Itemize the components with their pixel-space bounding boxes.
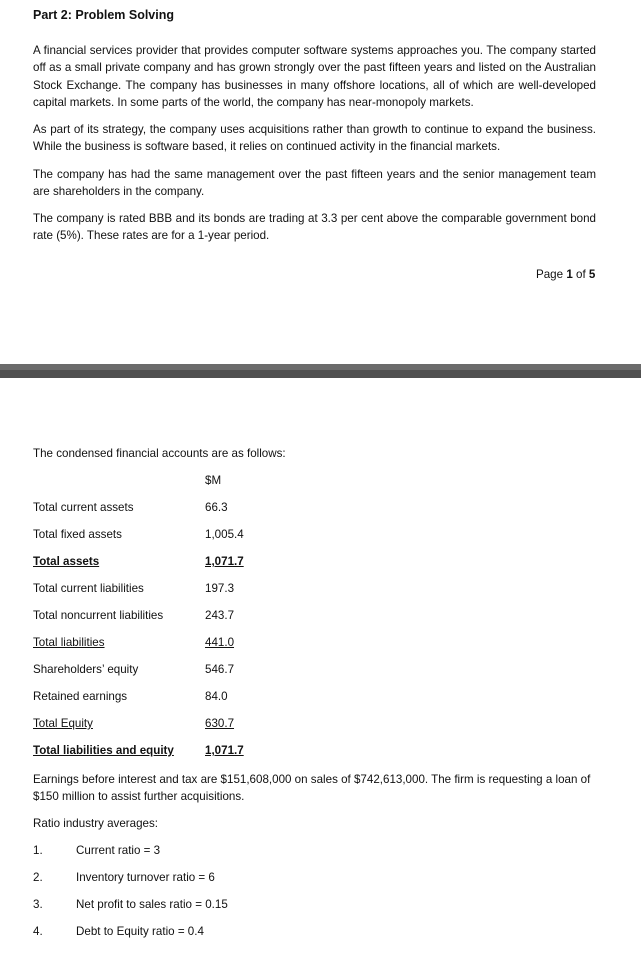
row-label-total-equity: Total Equity	[33, 717, 93, 730]
row-value-total-assets: 1,071.7	[205, 555, 244, 568]
section-heading: Part 2: Problem Solving	[33, 8, 175, 22]
ratio-item-current: Current ratio = 3	[76, 844, 161, 857]
row-value-retained-earnings: 84.0	[205, 690, 228, 703]
accounts-intro: The condensed financial accounts are as follows:	[33, 447, 286, 460]
row-label-total-liabilities: Total liabilities	[33, 636, 105, 649]
case-paragraph-1: A financial services provider that provides computer software systems approaches you. The company started off as a small private company and has grown strongly over the past fifteen years and listed on the Australian Stock Exchange. The company has businesses in many offshore locations, all of which are well-developed capital markets. In some parts of the world, the company has near-monopoly markets.	[33, 44, 596, 109]
row-label-shareholders-equity: Shareholders’ equity	[33, 663, 139, 676]
ratio-heading: Ratio industry averages:	[33, 817, 159, 830]
page-total: 5	[588, 268, 596, 281]
ratio-item-debt-to-equity: Debt to Equity ratio = 0.4	[76, 925, 204, 938]
row-label-total-fixed-assets: Total fixed assets	[33, 528, 122, 541]
row-label-total-current-liabilities: Total current liabilities	[33, 582, 144, 595]
ratio-number: 3.	[33, 898, 43, 911]
row-value-total-current-liabilities: 197.3	[205, 582, 235, 595]
page-of: of	[576, 268, 586, 281]
page-label: Page	[536, 268, 564, 281]
page-separator-shadow	[0, 370, 641, 378]
row-label-total-assets: Total assets	[33, 555, 100, 568]
case-paragraph-3: The company has had the same management over the past fifteen years and the senior management team are shareholders in the company.	[33, 168, 596, 199]
ebit-paragraph: Earnings before interest and tax are $151,608,000 on sales of $742,613,000. The firm is requesting a loan of $150 million to assist further acquisitions.	[33, 773, 591, 804]
row-label-total-current-assets: Total current assets	[33, 501, 134, 514]
row-value-shareholders-equity: 546.7	[205, 663, 235, 676]
row-value-total-noncurrent-liabilities: 243.7	[205, 609, 235, 622]
case-paragraph-4: The company is rated BBB and its bonds are trading at 3.3 per cent above the comparable government bond rate (5%). These rates are for a 1-year period.	[33, 212, 596, 243]
ratio-item-net-profit-to-sales: Net profit to sales ratio = 0.15	[76, 898, 228, 911]
row-label-total-liabilities-and-equity: Total liabilities and equity	[33, 744, 174, 757]
row-value-total-liabilities: 441.0	[205, 636, 235, 649]
ratio-number: 2.	[33, 871, 43, 884]
column-header-millions: $M	[205, 474, 222, 487]
ratio-item-inventory-turnover: Inventory turnover ratio = 6	[76, 871, 215, 884]
page-number	[536, 268, 595, 281]
page-current: 1	[566, 268, 573, 281]
row-value-total-fixed-assets: 1,005.4	[205, 528, 244, 541]
ratio-number: 1.	[33, 844, 43, 857]
row-label-total-noncurrent-liabilities: Total noncurrent liabilities	[33, 609, 164, 622]
row-value-total-current-assets: 66.3	[205, 501, 228, 514]
ratio-number: 4.	[33, 925, 43, 938]
row-value-total-equity: 630.7	[205, 717, 235, 730]
row-label-retained-earnings: Retained earnings	[33, 690, 128, 703]
row-value-total-liabilities-and-equity: 1,071.7	[205, 744, 244, 757]
case-paragraph-2: As part of its strategy, the company uses acquisitions rather than growth to continue to expand the business. While the business is software based, it relies on continued activity in the financial markets.	[33, 123, 596, 154]
